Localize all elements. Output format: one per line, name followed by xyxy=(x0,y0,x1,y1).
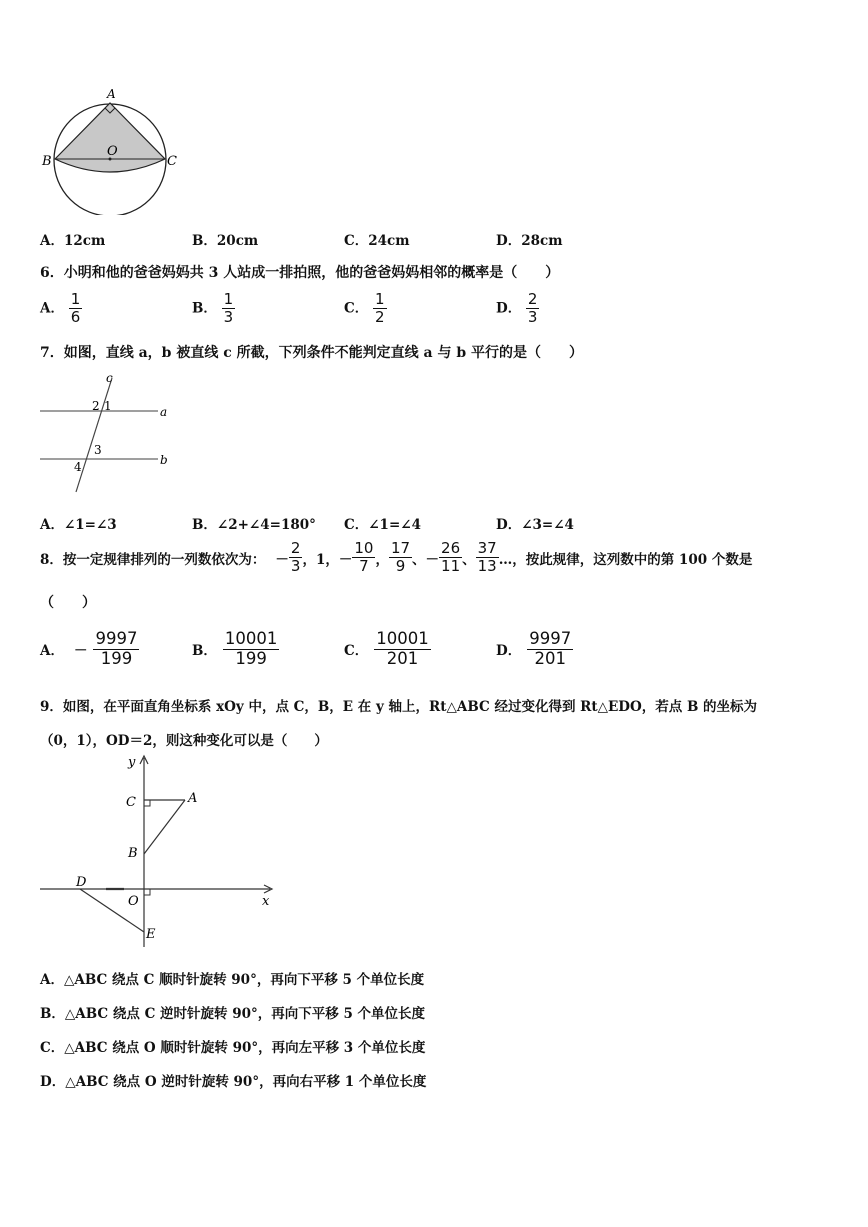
q6-option-d[interactable]: D． $\frac{2}{3}$ xyxy=(496,290,538,327)
point-E: E xyxy=(146,927,156,942)
q5-option-a[interactable]: A．12cm xyxy=(40,233,106,249)
point-A: A xyxy=(188,791,198,806)
q7-option-b[interactable]: B．∠2+∠4=180° xyxy=(192,517,316,533)
q8-option-a[interactable]: A． － $\frac{9997}{199}$ xyxy=(40,629,138,668)
label-A: A xyxy=(107,87,116,101)
q8-option-c[interactable]: C． $\frac{10001}{201}$ xyxy=(344,629,429,668)
axis-y-label: y xyxy=(128,755,136,770)
q8-stem: 8．按一定规律排列的一列数依次为： － $\frac{2}{3}$ ，1， － $\frac{10}{7}$ ， $\frac{17}{9}$ 、 － $\frac{26}{11}$ 、 $\frac{37}{13}$ …，按此规律，这列数中的第 100 个数是 xyxy=(40,539,753,576)
point-D: D xyxy=(76,875,87,890)
q7-option-c[interactable]: C．∠1=∠4 xyxy=(344,517,421,533)
q9-option-d[interactable]: D．△ABC 绕点 O 逆时针旋转 90°，再向右平移 1 个单位长度 xyxy=(40,1074,427,1090)
angle-3: 3 xyxy=(94,443,102,457)
q7-stem: 7．如图，直线 a，b 被直线 c 所截，下列条件不能判定直线 a 与 b 平行的是（ ） xyxy=(40,345,583,361)
q8-paren: （ ） xyxy=(40,595,96,611)
q7-option-a[interactable]: A．∠1=∠3 xyxy=(40,517,117,533)
q9-option-b[interactable]: B．△ABC 绕点 C 逆时针旋转 90°，再向下平移 5 个单位长度 xyxy=(40,1006,426,1022)
q6-stem: 6．小明和他的爸爸妈妈共 3 人站成一排拍照，他的爸爸妈妈相邻的概率是（ ） xyxy=(40,265,560,281)
point-O: O xyxy=(128,894,139,909)
point-C: C xyxy=(126,795,136,810)
label-B: B xyxy=(42,154,52,169)
q6-option-a[interactable]: A． $\frac{1}{6}$ xyxy=(40,290,81,327)
label-b: b xyxy=(160,453,168,467)
label-C: C xyxy=(167,154,177,169)
point-B: B xyxy=(128,846,138,861)
q9-option-a[interactable]: A．△ABC 绕点 C 顺时针旋转 90°，再向下平移 5 个单位长度 xyxy=(40,972,425,988)
q5-option-b[interactable]: B．20cm xyxy=(192,233,259,249)
q6-option-c[interactable]: C． $\frac{1}{2}$ xyxy=(344,290,385,327)
coordinate-figure xyxy=(40,752,290,952)
circle-sector-figure xyxy=(40,85,190,215)
q5-option-d[interactable]: D．28cm xyxy=(496,233,563,249)
q9-stem-line1: 9．如图，在平面直角坐标系 xOy 中，点 C，B，E 在 y 轴上，Rt△ABC 经过变化得到 Rt△EDO，若点 B 的坐标为 xyxy=(40,699,758,715)
q8-option-b[interactable]: B． $\frac{10001}{199}$ xyxy=(192,629,278,668)
label-a: a xyxy=(160,405,168,419)
label-O: O xyxy=(107,144,118,159)
axis-x-label: x xyxy=(262,894,270,909)
label-c: c xyxy=(106,372,113,385)
q9-option-c[interactable]: C．△ABC 绕点 O 顺时针旋转 90°，再向左平移 3 个单位长度 xyxy=(40,1040,426,1056)
q5-option-c[interactable]: C．24cm xyxy=(344,233,410,249)
angle-4: 4 xyxy=(74,460,82,474)
parallel-lines-figure xyxy=(40,372,175,497)
q9-stem-line2: （0，1），OD＝2，则这种变化可以是（ ） xyxy=(40,733,328,749)
angle-2: 2 xyxy=(92,399,100,413)
q6-option-b[interactable]: B． $\frac{1}{3}$ xyxy=(192,290,234,327)
q8-option-d[interactable]: D． $\frac{9997}{201}$ xyxy=(496,629,572,668)
q7-option-d[interactable]: D．∠3=∠4 xyxy=(496,517,574,533)
angle-1: 1 xyxy=(104,399,112,413)
